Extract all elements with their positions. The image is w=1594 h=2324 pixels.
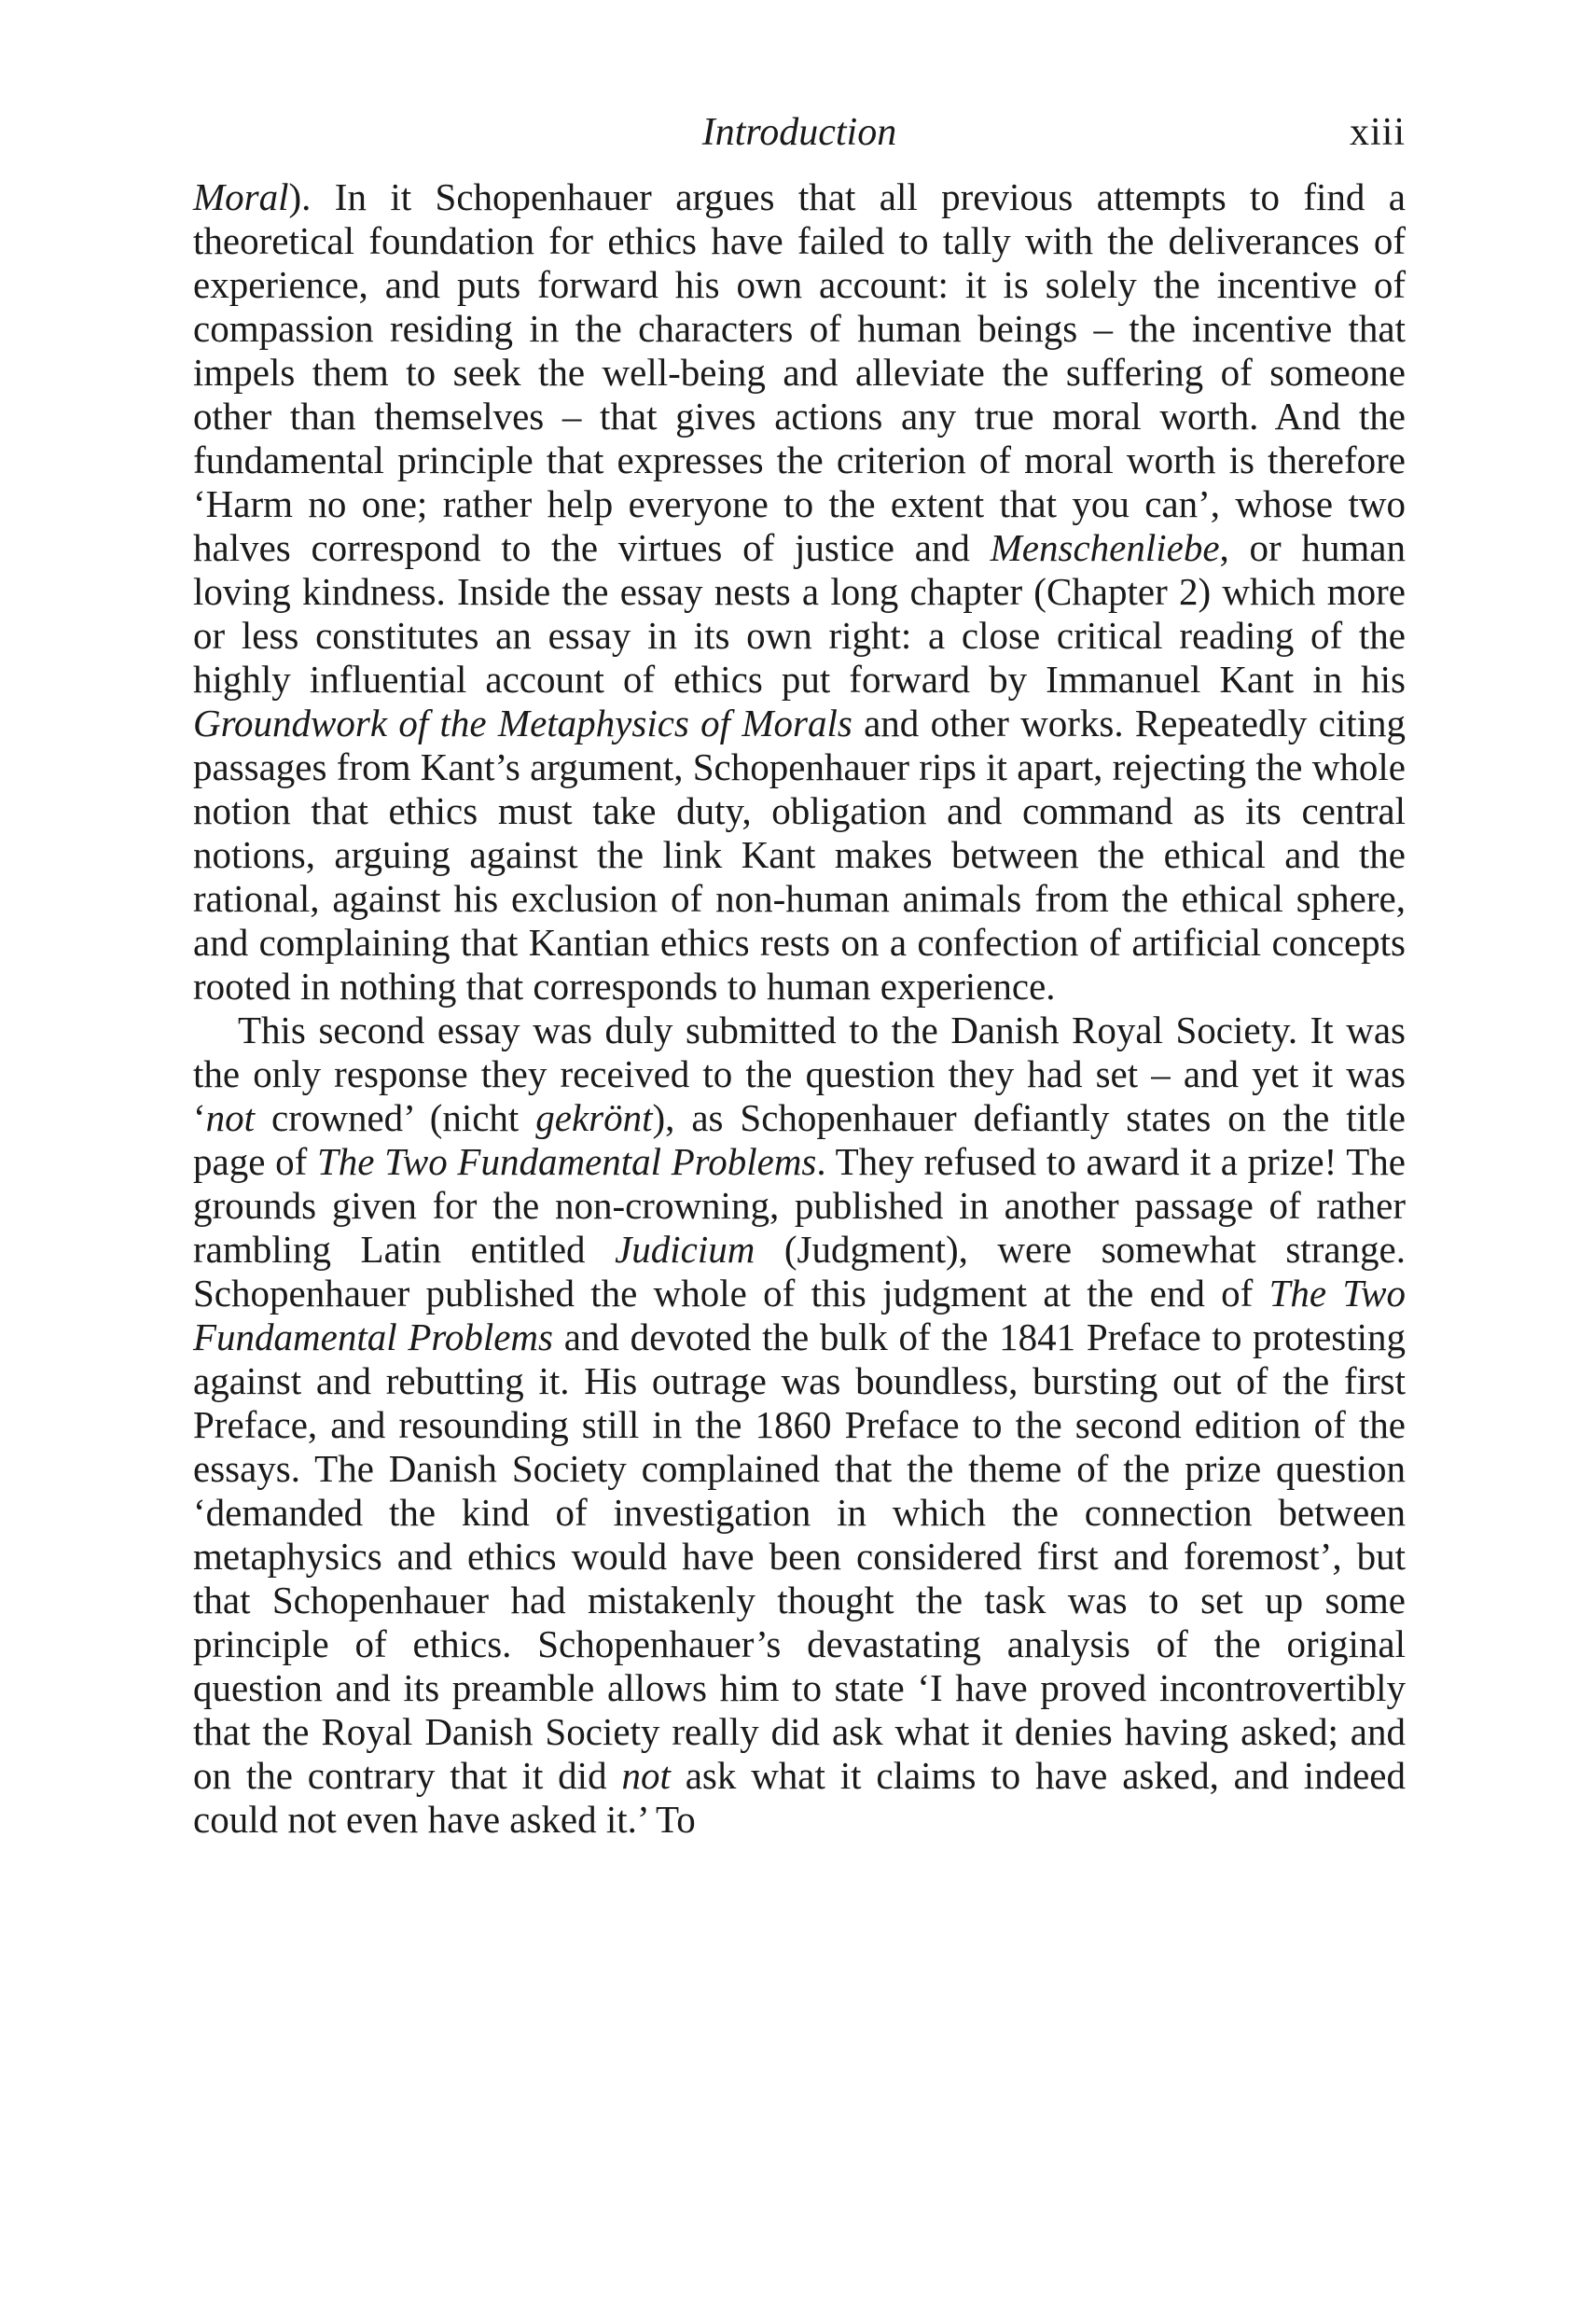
page-number: xiii [1349,111,1406,154]
paragraph-1 [193,175,1406,1009]
paragraph-2-segment: Judicium [615,1228,755,1271]
running-title: Introduction [701,111,897,154]
paragraph-2-segment: gekrönt [535,1096,653,1139]
paragraph-1-segment: Menschenliebe [990,526,1220,569]
paragraph-1-segment: Groundwork of the Metaphysics of Morals [193,702,852,745]
paragraph-2-segment: ), as Schopenhauer defiantly states on the title page of [193,1096,1406,1183]
paragraph-1-segment: and other works. Repeatedly citing passages from Kant’s argument, Schopenhauer rips it apart, rejecting the whole notion that ethics must take duty, obligation and command as its central notions, arguing against the link Kant makes between the ethical and the rational, against his exclusion of non-human animals from the ethical sphere, and complaining that Kantian ethics rests on a confection of artificial concepts rooted in nothing that corresponds to human experience. [193,702,1407,1008]
paragraph-1-segment: , or human loving kindness. Inside the essay nests a long chapter (Chapter 2) which more or less constitutes an essay in its own right: a close critical reading of the highly influential account of ethics put forward by Immanuel Kant in his [193,526,1406,701]
running-head [193,104,1406,160]
body-text [193,175,1406,1842]
paragraph-2-segment: crowned’ (nicht [255,1096,536,1139]
paragraph-1-segment: ). In it Schopenhauer argues that all previous attempts to find a theoretical foundation for ethics have failed to tally with the deliverances of experience, and puts forward his own account: it is solely the incentive of compassion residing in the characters of human beings – the incentive that impels them to seek the well-being and alleviate the suffering of someone other than themselves – that gives actions any true moral worth. And the fundamental principle that expresses the criterion of moral worth is therefore ‘Harm no one; rather help everyone to the extent that you can’, whose two halves correspond to the virtues of justice and [193,175,1406,569]
paragraph-2-segment: not [621,1754,671,1797]
paragraph-2-segment: This second essay was duly submitted to the Danish Royal Society. It was the only response they received to the question they had set – and yet it was ‘ [193,1009,1406,1139]
paragraph-2-segment: The Two Fundamental Problems [316,1140,817,1183]
paragraph-2-segment: not [205,1096,256,1139]
paragraph-2 [193,1009,1406,1842]
paragraph-1-segment: Moral [193,175,289,218]
paragraph-2-segment: . They refused to award it a prize! The grounds given for the non-crowning, published in another passage of rather rambling Latin entitled [193,1140,1406,1271]
paragraph-2-segment: (Judgment), were somewhat strange. Schopenhauer published the whole of this judgment at the end of [193,1228,1406,1315]
paragraph-2-segment: and devoted the bulk of the 1841 Preface to protesting against and rebutting it. His outrage was boundless, bursting out of the first Preface, and resounding still in the 1860 Preface to the second edition of the essays. The Danish Society complained that the theme of the prize question ‘demanded the kind of investigation in which the connection between metaphysics and ethics would have been considered first and foremost’, but that Schopenhauer had mistakenly thought the task was to set up some principle of ethics. Schopenhauer’s devastating analysis of the original question and its preamble allows him to state ‘I have proved incontrovertibly that the Royal Danish Society really did ask what it denies having asked; and on the contrary that it did [193,1315,1407,1797]
paragraph-2-segment: The Two Fundamental Problems [193,1272,1407,1358]
paragraph-2-segment: ask what it claims to have asked, and indeed could not even have asked it.’ To [193,1754,1407,1841]
